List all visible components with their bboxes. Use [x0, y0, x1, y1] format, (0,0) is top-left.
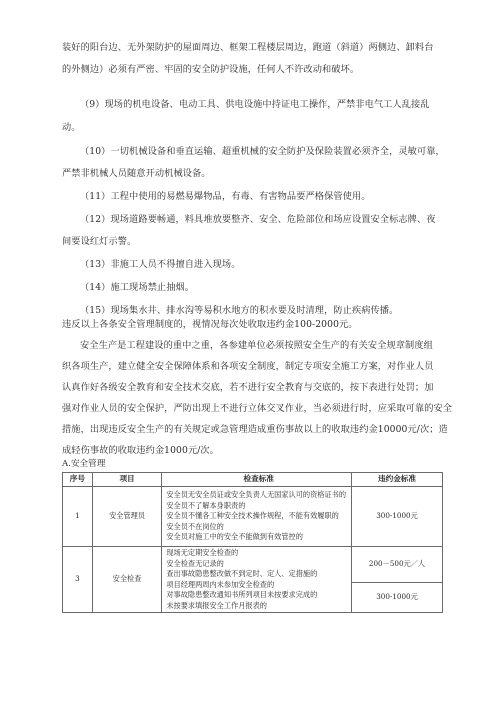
paragraph-line: 认真作好各级安全教育和安全技术交底，若不进行安全教育与交底的，按下表进行处罚；加: [62, 382, 434, 393]
row-standards: [162, 487, 352, 547]
paragraph-line: 违反以上各条安全管理制度的，视情况每次处收取违约金100-2000元。: [62, 319, 358, 330]
row-fine: 300-1000元: [352, 583, 443, 613]
row-item: 安全检查: [92, 547, 162, 613]
standard-line: 现场无定期安全检查的: [166, 548, 239, 557]
paragraph-line: （14）施工现场禁止抽烟。: [80, 282, 195, 293]
table-header-row: [63, 473, 443, 487]
row-item: 安全管理员: [92, 487, 162, 547]
paragraph-line: 动。: [62, 122, 81, 133]
paragraph-line: 强对作业人员的安全保护，严防出现上不进行立体交叉作业，当必须进行时，应采取可靠的安全: [62, 403, 453, 414]
standard-line: 项目经理两周内未参加安全检查的: [166, 579, 275, 589]
penalty-table: [62, 472, 443, 613]
standard-line: 安全员不懂各工种安全技术操作规程，不能有效履职的: [166, 511, 339, 521]
header-no: 序号: [63, 473, 93, 487]
paragraph-line: 安全生产是工程建设的重中之重，各参建单位必须按照安全生产的有关安全规章制度组: [80, 340, 433, 351]
table-row: [63, 487, 443, 547]
standard-line: 安全员不了解本身职责的: [166, 500, 246, 510]
header-fine: 违约金标准: [352, 473, 443, 487]
standard-line: 安全检查无记录的: [166, 558, 224, 568]
standard-line: 未按要求填报安全工作月报表的: [166, 600, 267, 610]
row-fine: 200－500元／人: [352, 547, 443, 583]
standard-line: 安全员不在岗位的: [166, 521, 224, 531]
paragraph-line: 间要设红灯示警。: [62, 236, 137, 247]
row-standards: [162, 547, 352, 613]
paragraph-line: （13）非施工人员不得擅自进入现场。: [80, 259, 241, 270]
paragraph-line: 织各项生产，建立健全安全保障体系和各项安全制度，制定专项安全施工方案，对作业人员: [62, 361, 434, 372]
standard-line: 安全员对施工中的安全不能做到有效管控的: [166, 532, 303, 542]
section-title: A.安全管理: [62, 459, 106, 469]
paragraph-line: （12）现场道路要畅通，料具堆放要整齐、安全、危险部位和场应设置安全标志牌、夜: [80, 214, 436, 225]
paragraph-line: （11）工程中使用的易燃易爆物品，有毒、有害物品要严格保管使用。: [80, 191, 371, 202]
standard-line: 查出事故隐患整改做不到定时、定人、定措施的: [166, 569, 318, 578]
standard-line: 安全员无安全员证或安全负责人无国家认可的资格证书的: [166, 490, 347, 500]
paragraph-line: 措施，出现违反安全生产的有关规定或急管理造成重伤事故以上的收取违约金10000元/次；造: [62, 424, 448, 435]
paragraph-line: 的外侧边）必须有严密、牢固的安全防护设施，任何人不许改动和破坏。: [62, 64, 360, 75]
paragraph-line: 装好的阳台边、无外架防护的屋面周边、框架工程楼层周边，跑道（斜道）两侧边、卸料台: [62, 42, 434, 53]
paragraph-line: （9）现场的机电设备、电动工具、供电设施中持证电工操作，严禁非电气工人乱接乱: [80, 99, 430, 110]
table-row: [63, 547, 443, 583]
standard-line: 对事故隐患整改通知书所列项目未按要求完成的: [166, 590, 318, 599]
header-standard: 检查标准: [162, 473, 352, 487]
header-item: 项目: [92, 473, 162, 487]
row-number: 3: [63, 547, 93, 613]
paragraph-line: （10）一切机械设备和垂直运输、超重机械的安全防护及保险装置必须齐全，灵敏可靠，: [80, 146, 445, 157]
row-fine: 300-1000元: [352, 487, 443, 547]
paragraph-line: 严禁非机械人员随意开动机械设备。: [62, 168, 211, 179]
paragraph-line: 成轻伤事故的收取违约金1000元/次。: [62, 445, 220, 456]
paragraph-line: （15）现场集水井、排水沟等易积水地方的积水要及时清理，防止疾病传播。: [80, 305, 399, 316]
row-number: 1: [63, 487, 93, 547]
